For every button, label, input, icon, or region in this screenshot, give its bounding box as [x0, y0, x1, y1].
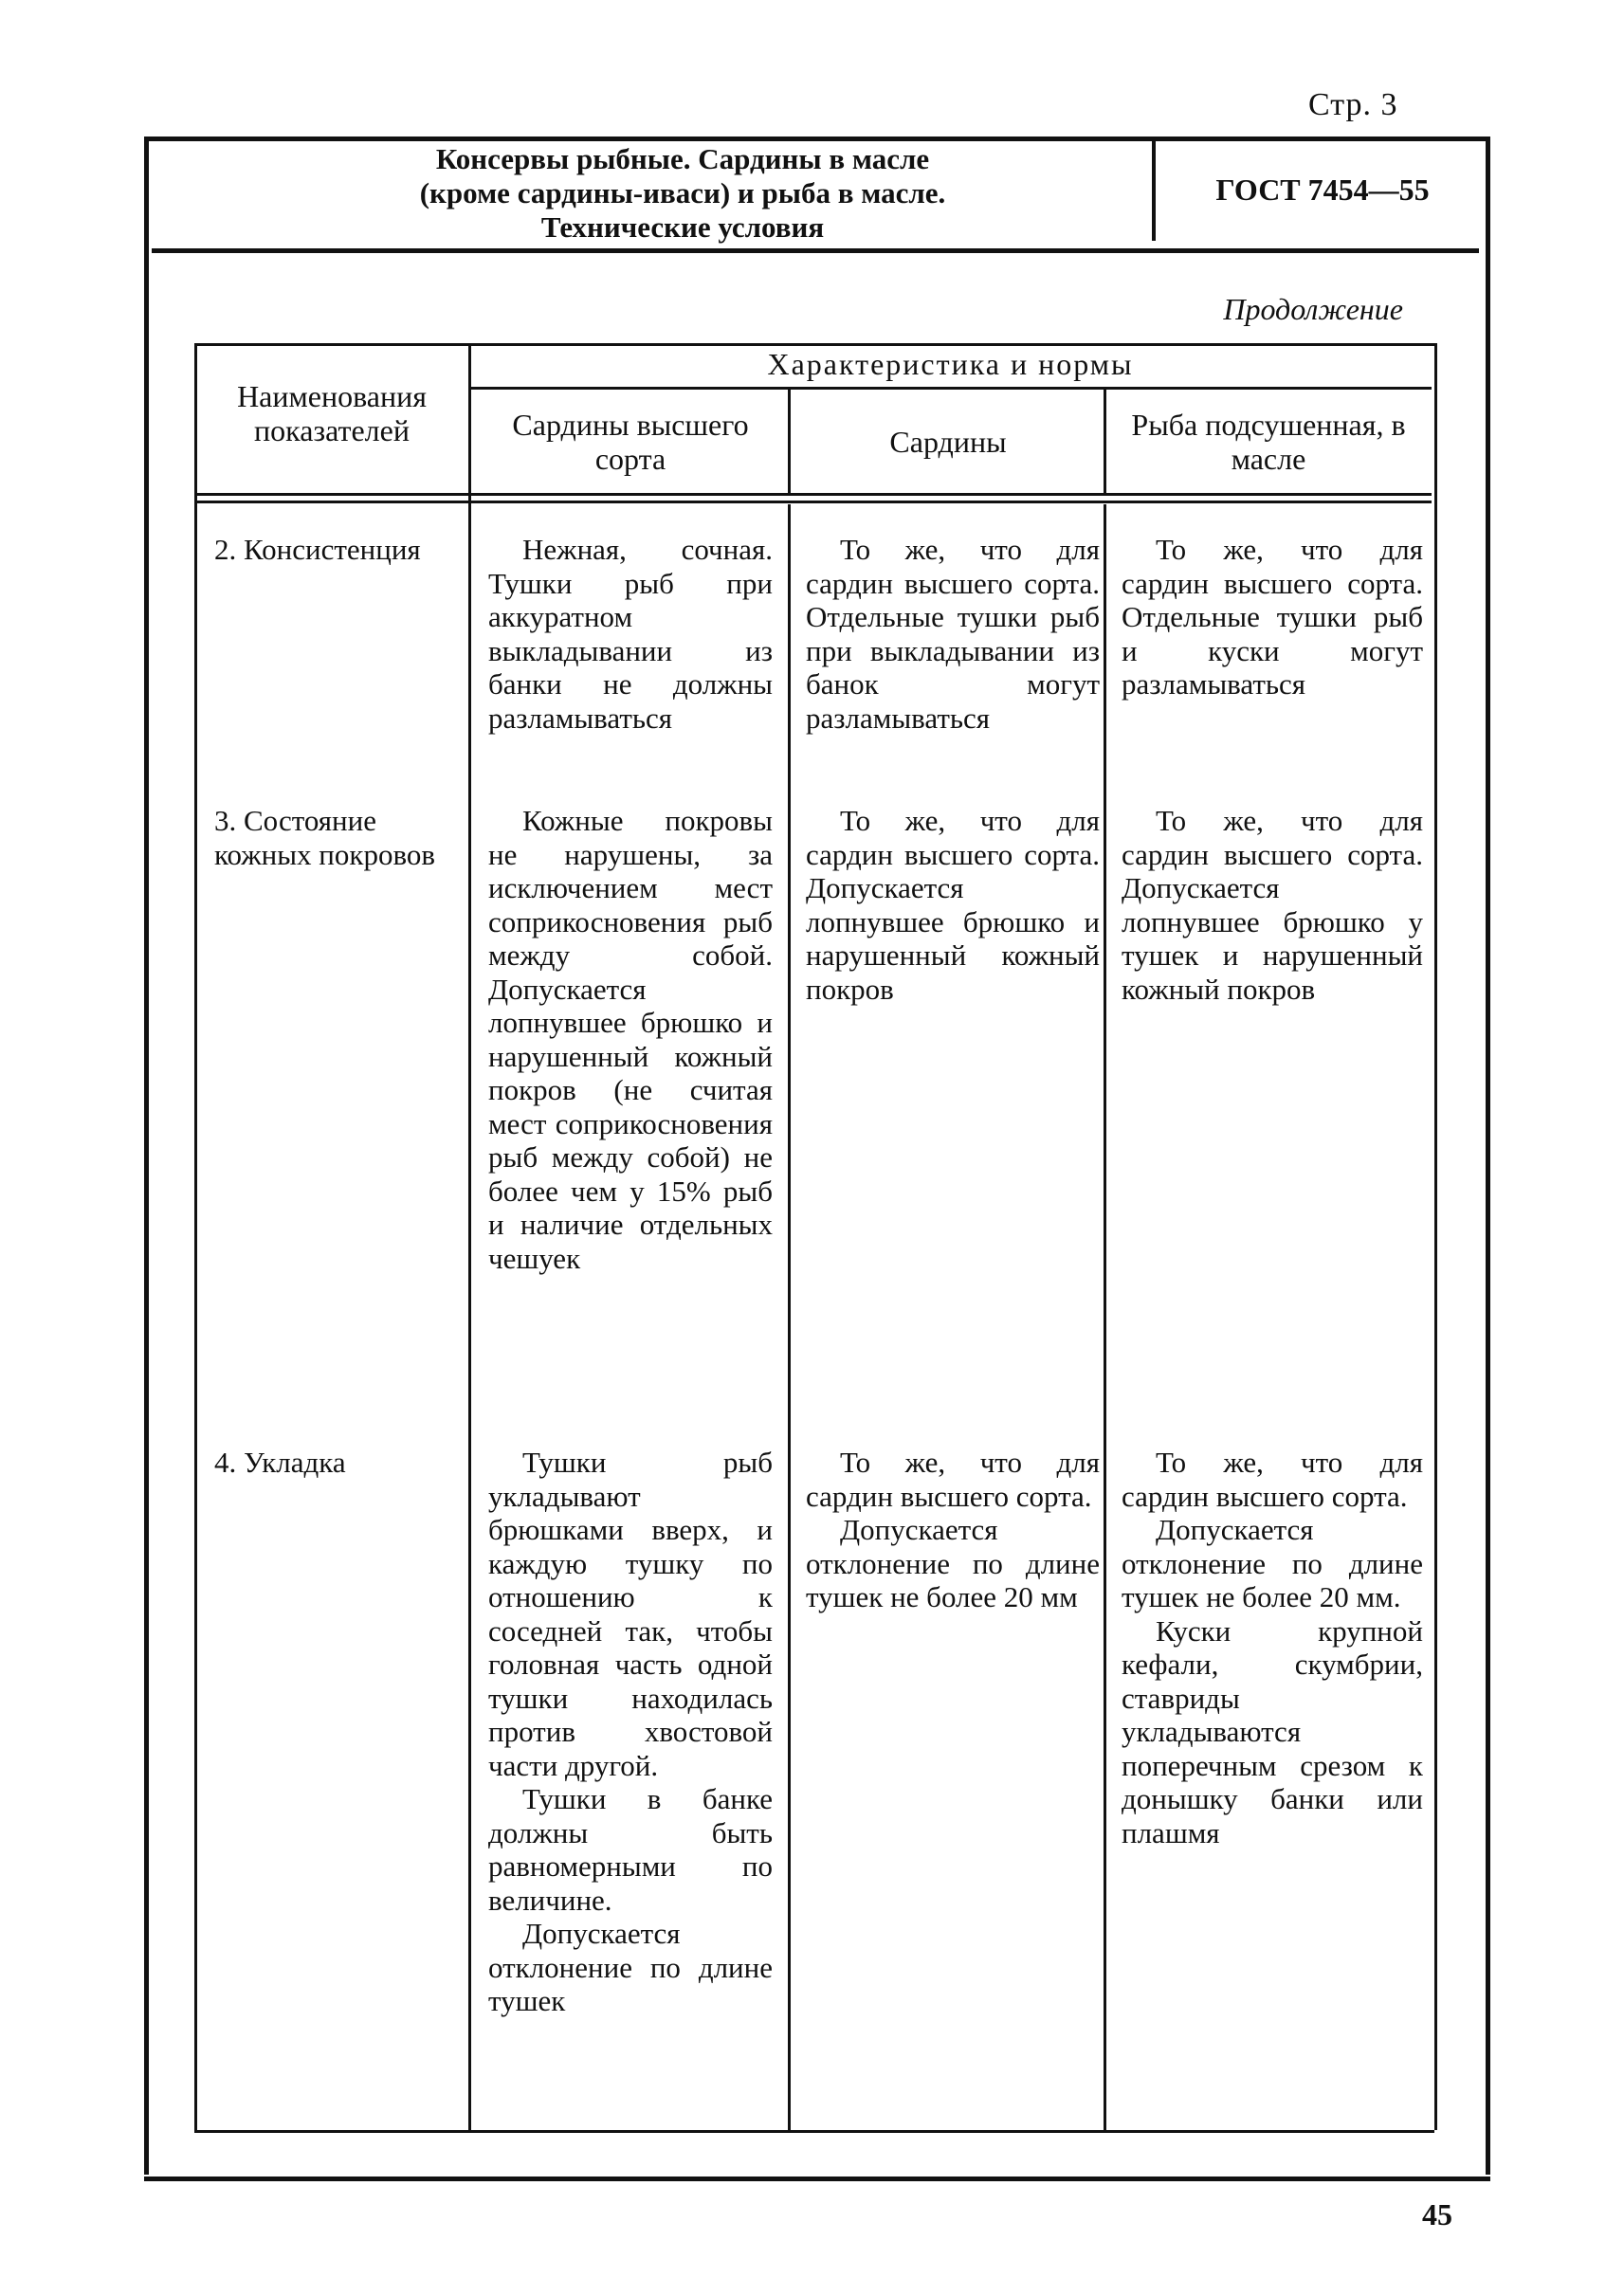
- cell-premium: [488, 804, 773, 1275]
- continuation-label: Продолжение: [1223, 292, 1403, 326]
- cell-paragraph: То же, что для сардин высшего сорта. Допускается лопнувшее брюшко и нарушенный кожный покров: [806, 804, 1100, 1006]
- cell-paragraph: Допускается отклонение по длине тушек не более 20 мм: [806, 1513, 1100, 1613]
- document-title: [237, 142, 1128, 245]
- header-bottom-rule: [152, 248, 1479, 253]
- cell-dried: [1122, 533, 1423, 701]
- cell-paragraph: То же, что для сардин высшего сорта. Отдельные тушки рыб при выкладывании из банок могут разламываться: [806, 533, 1100, 735]
- table-bottom-rule: [194, 2130, 1434, 2133]
- col-divider-1: [468, 343, 471, 2130]
- col-divider-2-head: [788, 390, 791, 494]
- col-divider-2: [788, 504, 791, 2130]
- cell-paragraph: То же, что для сардин высшего сорта.: [806, 1446, 1100, 1513]
- cell-paragraph: То же, что для сардин высшего сорта. Допускается лопнувшее брюшко у тушек и нарушенный кожный покров: [1122, 804, 1423, 1006]
- page-number: 45: [1422, 2197, 1452, 2231]
- group-header-rule: [471, 387, 1432, 390]
- row-name: 3. Состояние кожных покровов: [214, 804, 436, 871]
- col-header-name: Наименования показателей: [237, 379, 427, 447]
- cell-sardines: [806, 1446, 1100, 1614]
- cell-paragraph: Тушки рыб укладывают брюшками вверх, и каждую тушку по отношению к соседней так, чтобы головная часть одной тушки находилась против хвостовой части другой.: [488, 1446, 773, 1782]
- row-name: 4. Укладка: [214, 1446, 346, 1479]
- cell-dried: [1122, 804, 1423, 1006]
- col-header-group: Характеристика и нормы: [767, 347, 1134, 381]
- cell-paragraph: То же, что для сардин высшего сорта.: [1122, 1446, 1423, 1513]
- cell-paragraph: То же, что для сардин высшего сорта. Отдельные тушки рыб и куски могут разламываться: [1122, 533, 1423, 701]
- cell-sardines: [806, 533, 1100, 735]
- footer-rule: [144, 2177, 1490, 2181]
- col-header-dried: Рыба подсушенная, в масле: [1131, 408, 1406, 476]
- header-divider: [1152, 140, 1156, 241]
- title-line-1: Консервы рыбные. Сардины в масле: [435, 142, 930, 175]
- cell-paragraph: Допускается отклонение по длине тушек не более 20 мм.: [1122, 1513, 1423, 1613]
- cell-paragraph: Куски крупной кефали, скумбрии, ставриды укладываются поперечным срезом к донышку банки или плашмя: [1122, 1613, 1423, 1849]
- title-line-3: Технические условия: [540, 210, 825, 244]
- page-label: Стр. 3: [1308, 87, 1398, 122]
- col-header-premium: Сардины высшего сорта: [512, 408, 749, 476]
- col-divider-3-head: [1104, 390, 1106, 494]
- header-rule-2: [197, 501, 1432, 503]
- cell-premium: [488, 533, 773, 735]
- title-line-2: (кроме сардины-иваси) и рыба в масле.: [419, 176, 946, 209]
- cell-paragraph: Допускается отклонение по длине тушек: [488, 1917, 773, 2017]
- col-divider-3: [1104, 504, 1106, 2130]
- cell-paragraph: Кожные покровы не нарушены, за исключением мест соприкосновения рыб между собой. Допускается лопнувшее брюшко и нарушенный кожный покров (не считая мест соприкосновения рыб между собой) не более чем у 15% рыб и наличие отдельных чешуек: [488, 804, 773, 1275]
- cell-dried: [1122, 1446, 1423, 1849]
- row-name: 2. Консистенция: [214, 533, 421, 566]
- cell-sardines: [806, 804, 1100, 1006]
- cell-premium: [488, 1446, 773, 2018]
- cell-paragraph: Тушки в банке должны быть равномерными по величине.: [488, 1782, 773, 1917]
- table-top-rule: [194, 343, 1434, 346]
- header-rule-1: [197, 493, 1432, 496]
- col-header-sardines: Сардины: [889, 425, 1007, 459]
- cell-paragraph: Нежная, сочная. Тушки рыб при аккуратном выкладывании из банки не должны разламываться: [488, 533, 773, 735]
- standard-number: ГОСТ 7454—55: [1215, 173, 1430, 207]
